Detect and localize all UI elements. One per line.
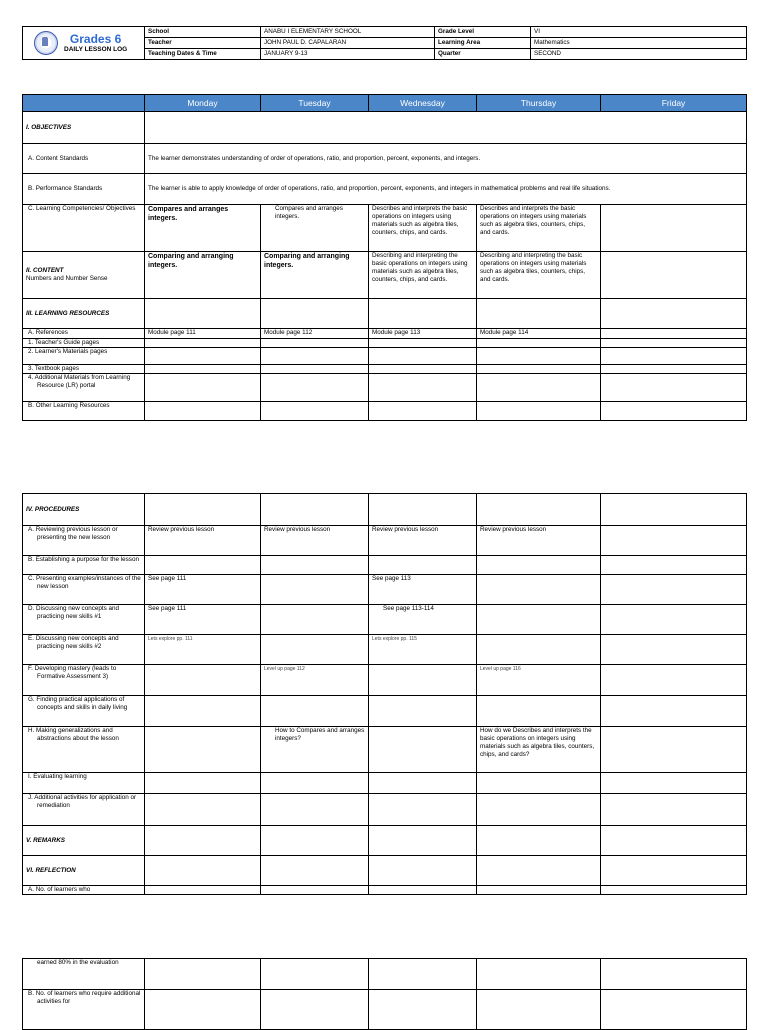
grade-level-label: Grade Level — [435, 27, 531, 38]
procedure-h-thursday: How do we Describes and interprets the basic operations on integers using materials such as algebra tiles, counters, chips, and cards? — [477, 727, 601, 773]
logo-cell — [23, 27, 145, 60]
competency-thursday: Describes and interprets the basic operations on integers using materials such as algebra tiles, counters, chips, and cards. — [477, 205, 601, 252]
reference-wednesday: Module page 113 — [369, 329, 477, 339]
procedure-d-wednesday: See page 113-114 — [369, 605, 477, 635]
competency-tuesday: Compares and arranges integers. — [261, 205, 369, 252]
content-standards-text: The learner demonstrates understanding of order of operations, ratio, and proportion, percent, exponents, and integers. — [145, 144, 747, 174]
procedure-c-label: C. Presenting examples/instances of the new lesson — [23, 575, 145, 605]
section-reflection: VI. REFLECTION — [23, 856, 145, 886]
procedure-h-tuesday: How to Compares and arranges integers? — [261, 727, 369, 773]
grades-title: Grades 6 — [69, 31, 122, 46]
school-value: ANABU I ELEMENTARY SCHOOL — [261, 27, 435, 38]
procedure-a-friday — [601, 526, 747, 556]
resource-additional-materials: 4. Additional Materials from Learning Resource (LR) portal — [23, 374, 145, 402]
content-section-cell — [23, 252, 145, 299]
dates-value: JANUARY 9-13 — [261, 49, 435, 60]
procedure-h-label: H. Making generalizations and abstractions about the lesson — [23, 727, 145, 773]
procedure-a-monday: Review previous lesson — [145, 526, 261, 556]
reference-thursday: Module page 114 — [477, 329, 601, 339]
section-content: II. CONTENT — [26, 267, 64, 274]
content-thursday: Describing and interpreting the basic operations on integers using materials such as algebra tiles, counters, chips, and cards. — [477, 252, 601, 299]
header-table — [22, 26, 747, 60]
content-tuesday: Comparing and arranging integers. — [261, 252, 369, 299]
content-friday — [601, 252, 747, 299]
procedure-b-label: B. Establishing a purpose for the lesson — [23, 556, 145, 575]
competencies-label: C. Learning Competencies/ Objectives — [23, 205, 145, 252]
performance-standards-text: The learner is able to apply knowledge of order of operations, ratio, and proportion, percent, exponents, and integers in mathematical problems and real life situations. — [145, 174, 747, 205]
procedure-f-label: F. Developing mastery (leads to Formative Assessment 3) — [23, 665, 145, 696]
teacher-label: Teacher — [145, 38, 261, 49]
competency-wednesday: Describes and interprets the basic operations on integers using materials such as algebra tiles, counters, chips, and cards. — [369, 205, 477, 252]
procedure-e-monday: Lets explore pp. 111 — [145, 635, 261, 665]
competency-monday: Compares and arranges integers. — [145, 205, 261, 252]
reference-friday — [601, 329, 747, 339]
resource-learners-materials: 2. Learner's Materials pages — [23, 348, 145, 365]
procedure-f-tuesday: Level up page 112 — [261, 665, 369, 696]
day-header-blank — [23, 95, 145, 112]
dll-title: DAILY LESSON LOG — [64, 45, 128, 53]
learning-area-label: Learning Area — [435, 38, 531, 49]
day-wednesday: Wednesday — [369, 95, 477, 112]
resource-other: B. Other Learning Resources — [23, 402, 145, 421]
content-subtitle: Numbers and Number Sense — [26, 275, 108, 282]
procedure-e-label: E. Discussing new concepts and practicing new skills #2 — [23, 635, 145, 665]
procedure-j-label: J. Additional activities for application or remediation — [23, 794, 145, 826]
resource-teachers-guide: 1. Teacher's Guide pages — [23, 339, 145, 348]
procedure-i-label: I. Evaluating learning — [23, 773, 145, 794]
content-wednesday: Describing and interpreting the basic operations on integers using materials such as algebra tiles, counters, chips, and cards. — [369, 252, 477, 299]
reflection-b-label: B. No. of learners who require additional activities for — [23, 990, 145, 1030]
lesson-table-3 — [22, 958, 747, 1030]
quarter-value: SECOND — [531, 49, 747, 60]
resource-textbook: 3. Textbook pages — [23, 365, 145, 374]
performance-standards-label: B. Performance Standards — [23, 174, 145, 205]
lesson-table-2 — [22, 493, 747, 895]
school-label: School — [145, 27, 261, 38]
procedure-a-wednesday: Review previous lesson — [369, 526, 477, 556]
procedure-a-tuesday: Review previous lesson — [261, 526, 369, 556]
learning-area-value: Mathematics — [531, 38, 747, 49]
references-label: A. References — [23, 329, 145, 339]
procedure-a-thursday: Review previous lesson — [477, 526, 601, 556]
procedure-c-wednesday: See page 113 — [369, 575, 477, 605]
procedure-f-thursday: Level up page 116 — [477, 665, 601, 696]
day-tuesday: Tuesday — [261, 95, 369, 112]
procedure-e-wednesday: Lets explore pp. 115 — [369, 635, 477, 665]
reference-monday: Module page 111 — [145, 329, 261, 339]
section-procedures: IV. PROCEDURES — [23, 494, 145, 526]
lesson-table-1 — [22, 94, 747, 421]
day-monday: Monday — [145, 95, 261, 112]
quarter-label: Quarter — [435, 49, 531, 60]
procedure-d-label: D. Discussing new concepts and practicing new skills #1 — [23, 605, 145, 635]
deped-seal-icon — [34, 31, 58, 55]
content-monday: Comparing and arranging integers. — [145, 252, 261, 299]
reference-tuesday: Module page 112 — [261, 329, 369, 339]
content-standards-label: A. Content Standards — [23, 144, 145, 174]
day-friday: Friday — [601, 95, 747, 112]
reflection-a-label-start: A. No. of learners who — [23, 886, 145, 895]
teacher-value: JOHN PAUL D. CAPALARAN — [261, 38, 435, 49]
section-resources: III. LEARNING RESOURCES — [23, 299, 145, 329]
grade-level-value: VI — [531, 27, 747, 38]
reflection-a-label-end: earned 80% in the evaluation — [23, 959, 145, 990]
procedure-c-monday: See page 111 — [145, 575, 261, 605]
dates-label: Teaching Dates & Time — [145, 49, 261, 60]
day-thursday: Thursday — [477, 95, 601, 112]
section-objectives: I. OBJECTIVES — [23, 112, 145, 144]
procedure-g-label: G. Finding practical applications of concepts and skills in daily living — [23, 696, 145, 727]
procedure-a-label: A. Reviewing previous lesson or presenting the new lesson — [23, 526, 145, 556]
procedure-d-monday: See page 111 — [145, 605, 261, 635]
section-remarks: V. REMARKS — [23, 826, 145, 856]
competency-friday — [601, 205, 747, 252]
